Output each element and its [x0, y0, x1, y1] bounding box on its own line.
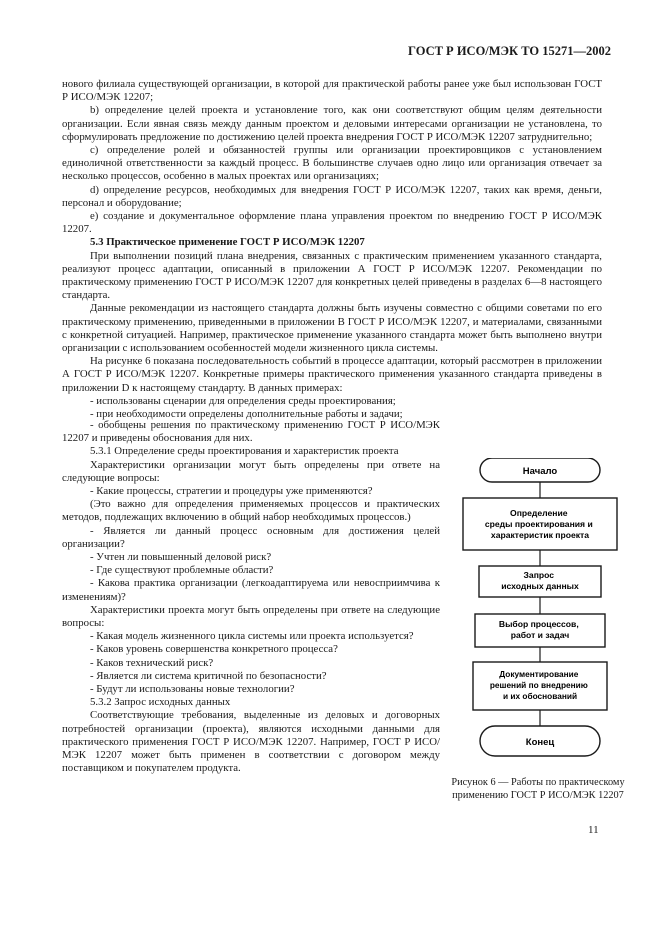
question-safety-critical: - Является ли система критичной по безопасности?	[90, 669, 327, 682]
subsection-heading-5-3-1: 5.3.1 Определение среды проектирования и характеристик проекта	[90, 445, 399, 458]
paragraph-org-characteristics: Характеристики организации могут быть определены при ответе на следующие вопросы:	[62, 458, 440, 484]
note-processes: (Это важно для определения применяемых процессов и практических методов, подлежащих включению в общий набор необходимых процессов.)	[62, 498, 440, 524]
body-text-left	[62, 419, 440, 775]
paragraph-input-data: Соответствующие требования, выделенные из деловых и договорных потребностей организации (проекта), являются исходными данными для практического применения ГОСТ Р ИСО/МЭК 12207. Например, ГОСТ Р ИСО/МЭК 12207 может быть применен в соответствии с договором между поставщиком и покупателем продукта.	[62, 709, 440, 775]
paragraph-figure-reference: На рисунке 6 показана последовательность событий в процессе адаптации, который рассмотрен в приложении А ГОСТ Р ИСО/МЭК 12207. Конкретные примеры практического применения указанного стандарта приведены в приложении D к настоящему стандарту. В данных примерах:	[62, 355, 602, 394]
list-item-e: e) создание и документальное оформление плана управления проектом по внедрению ГОСТ Р ИСО/МЭК 12207.	[62, 210, 602, 236]
paragraph-adaptation: При выполнении позиций плана внедрения, связанных с практическим применением указанного стандарта, реализуют процесс адаптации, описанный в приложении А ГОСТ Р ИСО/МЭК 12207. Рекомендации по практическому применению ГОСТ Р ИСО/МЭК 12207 для конкретных целей приведены в разделах 6—8 настоящего стандарта.	[62, 249, 602, 302]
question-business-risk: - Учтен ли повышенный деловой риск?	[90, 551, 272, 564]
flow-step-label: Документирование решений по внедрению и их обоснований	[489, 669, 588, 701]
list-item-c: c) определение ролей и обязанностей группы или организации проектировщиков с установлением единоличной ответственности за каждый процесс. В большинстве случаев одно лицо или организация отвечает за несколько процессов, особенно в малых проектах или организациях;	[62, 144, 602, 183]
question-technical-risk: - Каков технический риск?	[90, 656, 214, 669]
list-item-d: d) определение ресурсов, необходимых для внедрения ГОСТ Р ИСО/МЭК 12207, таких как время, деньги, персонал и оборудование;	[62, 183, 602, 209]
list-item-b: b) определение целей проекта и установление того, как они соответствуют общим целям деятельности организации. Если явная связь между данным проектом и деловыми интересами организации не установлена, то сформулировать предложение по достижению целей проекта внедрения ГОСТ Р ИСО/МЭК 12207 затруднительно;	[62, 104, 602, 143]
question-processes: - Какие процессы, стратегии и процедуры уже применяются?	[90, 485, 373, 498]
paragraph-recommendations: Данные рекомендации из настоящего стандарта должны быть изучены совместно с общими советами по его практическому применению, приведенными в приложении В ГОСТ Р ИСО/МЭК 12207, и материалами, связанными с конкретной ситуацией. Например, практическое применение указанного стандарта может быть выполнено внутри организации с использованием особенностей модели жизненного цикла системы.	[62, 302, 602, 355]
flow-start-label: Начало	[522, 466, 558, 477]
section-heading-5-3: 5.3 Практическое применение ГОСТ Р ИСО/МЭК 12207	[90, 236, 365, 249]
dash-item-scenarios: - использованы сценарии для определения среды проектирования;	[90, 394, 396, 407]
flow-step-label: Определение среды проектирования и характеристик проекта	[484, 508, 593, 540]
body-text-full	[62, 78, 602, 421]
paragraph-project-characteristics: Характеристики проекта могут быть определены при ответе на следующие вопросы:	[62, 603, 440, 630]
dash-item-summary: - обобщены решения по практическому применению ГОСТ Р ИСО/МЭК 12207 и приведены обоснования для них.	[62, 419, 440, 445]
paragraph-a-end: нового филиала существующей организации, в которой для практической работы ранее уже был использован ГОСТ Р ИСО/МЭК 12207;	[62, 78, 602, 104]
figure-caption: Рисунок 6 — Работы по практическому применению ГОСТ Р ИСО/МЭК 12207	[451, 777, 625, 802]
flowchart-figure-6	[455, 458, 625, 778]
page-number: 11	[588, 824, 599, 836]
question-new-technologies: - Будут ли использованы новые технологии?	[90, 683, 295, 696]
subsection-heading-5-3-2: 5.3.2 Запрос исходных данных	[90, 696, 231, 709]
question-lifecycle-model: - Какая модель жизненного цикла системы или проекта используется?	[90, 630, 414, 643]
question-main-process: - Является ли данный процесс основным для достижения целей организации?	[62, 524, 440, 550]
document-header: ГОСТ Р ИСО/МЭК ТО 15271—2002	[408, 44, 611, 58]
flow-step-label: Запрос исходных данных	[501, 570, 579, 591]
flow-step-label: Выбор процессов, работ и задач	[498, 619, 579, 640]
question-problem-areas: - Где существуют проблемные области?	[90, 564, 274, 577]
question-org-practice: - Какова практика организации (легкоадаптируема или невосприимчива к изменениям)?	[62, 577, 440, 603]
dash-item-additional-work: - при необходимости определены дополнительные работы и задачи;	[90, 408, 403, 421]
question-process-maturity: - Каков уровень совершенства конкретного процесса?	[90, 643, 338, 656]
flow-end-label: Конец	[525, 737, 555, 748]
